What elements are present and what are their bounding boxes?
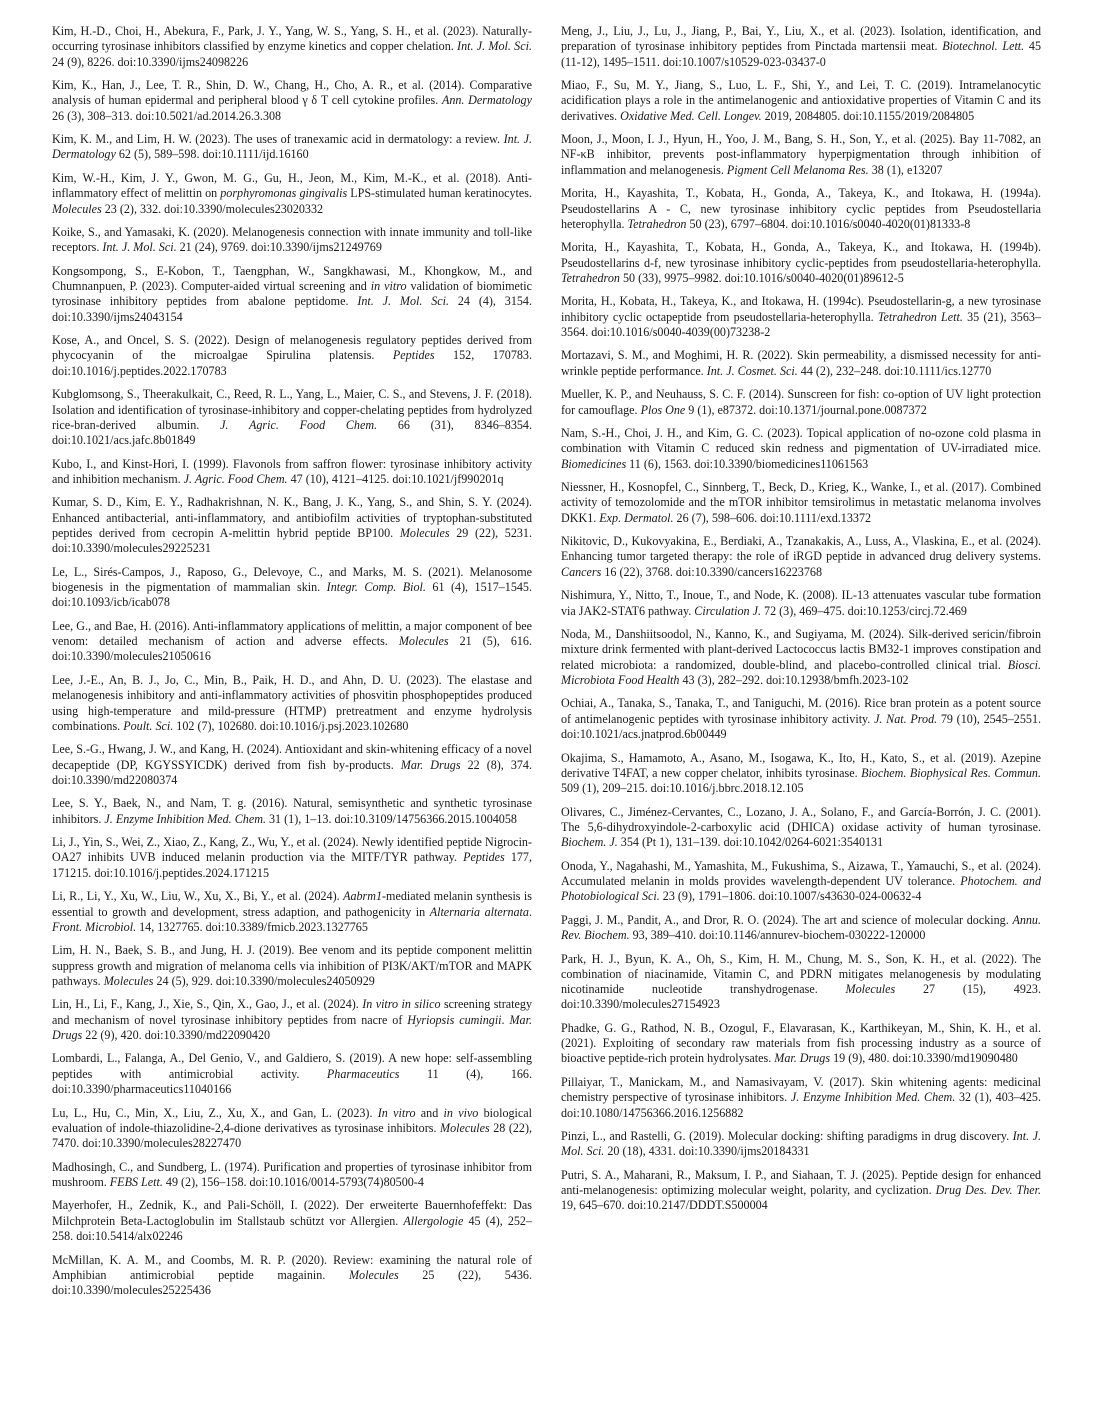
reference-citation: 66 (31), 8346–8354. doi:10.1021/acs.jafc.8b01849 xyxy=(52,417,533,448)
reference-text: Koike, S., and Yamasaki, K. (2020). Melanogenesis connection with innate immunity and toll-like receptors. xyxy=(52,225,532,255)
reference-entry xyxy=(52,495,532,556)
reference-citation: 16 (22), 3768. doi:10.3390/cancers16223768 xyxy=(601,564,822,579)
reference-text: Phadke, G. G., Rathod, N. B., Ozogul, F., Elavarasan, K., Karthikeyan, M., Shin, K. H., et al. (2021). Exploiting of secondary raw materials from fish processing industry as a source of bioactive peptide-rich protein hydrolysates. xyxy=(561,1020,1041,1066)
reference-citation: 20 (18), 4331. doi:10.3390/ijms20184331 xyxy=(604,1144,810,1159)
reference-text: Kongsompong, S., E-Kobon, T., Taengphan, W., Sangkhawasi, M., Khongkow, M., and Chumnanpuen, P. (2023). Computer-aided virtual screening and xyxy=(52,263,532,294)
reference-entry xyxy=(52,1160,532,1191)
reference-journal: Photochem. and Photobiological Sci. xyxy=(561,873,1041,904)
reference-text: LPS-stimulated human keratinocytes. xyxy=(347,186,533,201)
reference-citation: 102 (7), 102680. doi:10.1016/j.psj.2023.102680 xyxy=(173,718,409,733)
reference-entry xyxy=(52,997,532,1043)
reference-citation: 19 (9), 480. doi:10.3390/md19090480 xyxy=(830,1051,1018,1066)
reference-citation: 152, 170783. doi:10.1016/j.peptides.2022.170783 xyxy=(52,348,532,378)
reference-citation: 50 (33), 9975–9982. doi:10.1016/s0040-4020(01)89612-5 xyxy=(619,270,904,285)
reference-journal: Int. J. Mol. Sci. xyxy=(457,39,532,54)
reference-journal: Drug Des. Dev. Ther. xyxy=(935,1183,1042,1198)
reference-entry xyxy=(52,264,532,325)
reference-text: . xyxy=(501,1012,510,1027)
reference-entry xyxy=(52,889,532,935)
reference-page xyxy=(0,24,1100,1409)
reference-text: Kim, W.-H., Kim, J. Y., Gwon, M. G., Gu, H., Jeon, M., Kim, M.-K., et al. (2018). Anti-inflammatory effect of melittin on xyxy=(52,170,532,201)
reference-journal: J. Enzyme Inhibition Med. Chem. xyxy=(104,811,266,826)
reference-text: Lu, L., Hu, C., Min, X., Liu, Z., Xu, X., and Gan, L. (2023). xyxy=(52,1105,378,1120)
reference-citation: 27 (15), 4923. doi:10.3390/molecules27154923 xyxy=(561,982,1042,1012)
reference-journal: Molecules xyxy=(440,1120,490,1135)
reference-entry xyxy=(561,387,1041,418)
reference-journal: Biosci. Microbiota Food Health xyxy=(561,657,1041,687)
reference-text: Li, R., Li, Y., Xu, W., Liu, W., Xu, X., Bi, Y., et al. (2024). xyxy=(52,889,344,904)
reference-citation: 61 (4), 1517–1545. doi:10.1093/icb/icab078 xyxy=(52,580,532,610)
reference-journal: Tetrahedron xyxy=(561,270,620,285)
reference-citation: 14, 1327765. doi:10.3389/fmicb.2023.1327765 xyxy=(136,919,368,934)
reference-journal: Plos One xyxy=(640,402,686,417)
reference-citation: 23 (9), 1791–1806. doi:10.1007/s43630-024-00632-4 xyxy=(659,889,922,904)
reference-italic-term: in vivo xyxy=(443,1105,479,1120)
reference-journal: Mar. Drugs xyxy=(400,757,461,772)
reference-entry xyxy=(561,480,1041,526)
reference-journal: Int. J. Cosmet. Sci. xyxy=(706,363,798,378)
reference-entry xyxy=(52,742,532,788)
reference-journal: Allergologie xyxy=(403,1213,464,1228)
reference-journal: Molecules xyxy=(52,201,102,216)
reference-column-left xyxy=(52,24,532,1307)
reference-entry xyxy=(561,1168,1041,1214)
reference-text: -mediated melanin synthesis is essential to growth and development, stress adaption, and pathogenicity in xyxy=(52,889,532,919)
reference-text: Kumar, S. D., Kim, E. Y., Radhakrishnan, N. K., Bang, J. K., Yang, S., and Shin, S. Y. (2024). Enhanced antibacterial, anti-inflammatory, and antibiofilm activities of tryptophan-substituted peptides derived from cecropin A-melittin hybrid peptide BP100. xyxy=(52,495,532,540)
reference-text: Le, L., Sirés-Campos, J., Raposo, G., Delevoye, C., and Marks, M. S. (2021). Melanosome biogenesis in the pigmentation of mammalian skin. xyxy=(52,564,532,595)
reference-text: Miao, F., Su, M. Y., Jiang, S., Luo, L. F., Shi, Y., and Lei, T. C. (2019). Intramelanocytic acidification plays a role in the antimelanogenic and antioxidative properties of Vitamin C and its derivatives. xyxy=(561,78,1041,123)
reference-entry xyxy=(561,696,1041,742)
reference-entry xyxy=(52,132,532,163)
reference-citation: 24 (4), 3154. doi:10.3390/ijms24043154 xyxy=(52,294,533,324)
reference-citation: 21 (5), 616. doi:10.3390/molecules21050616 xyxy=(52,634,532,664)
reference-entry xyxy=(52,1253,532,1299)
reference-journal: J. Nat. Prod. xyxy=(874,711,938,726)
reference-entry xyxy=(52,24,532,70)
reference-journal: Biotechnol. Lett. xyxy=(942,39,1025,54)
reference-entry xyxy=(52,619,532,665)
reference-journal: Molecules xyxy=(398,634,449,649)
reference-entry xyxy=(52,171,532,217)
reference-text: Paggi, J. M., Pandit, A., and Dror, R. O. (2024). The art and science of molecular docking. xyxy=(561,912,1013,927)
reference-entry xyxy=(561,805,1041,851)
reference-entry xyxy=(561,186,1041,232)
reference-text: Lin, H., Li, F., Kang, J., Xie, S., Qin, X., Gao, J., et al. (2024). xyxy=(52,997,363,1012)
reference-citation: 24 (5), 929. doi:10.3390/molecules24050929 xyxy=(153,973,375,988)
reference-citation: 49 (2), 156–158. doi:10.1016/0014-5793(74)80500-4 xyxy=(162,1174,424,1189)
reference-citation: 24 (9), 8226. doi:10.3390/ijms24098226 xyxy=(52,54,249,69)
reference-text: Morita, H., Kayashita, T., Kobata, H., Gonda, A., Takeya, K., and Itokawa, H. (1994a). Pseudostellarins A - C, new tyrosinase inhibitory cyclic peptides from Pseudostellaria heterophylla. xyxy=(561,186,1041,231)
reference-text: biological evaluation of indole-thiazolidine-2,4-dione derivatives as tyrosinase inhibitors. xyxy=(52,1105,532,1135)
reference-citation: 62 (5), 589–598. doi:10.1111/ijd.16160 xyxy=(115,147,309,162)
reference-citation: 19, 645–670. doi:10.2147/DDDT.S500004 xyxy=(561,1198,768,1213)
reference-text: Pillaiyar, T., Manickam, M., and Namasivayam, V. (2017). Skin whitening agents: medicinal chemistry perspective of tyrosinase inhibitors. xyxy=(561,1074,1041,1105)
reference-entry xyxy=(561,1075,1041,1121)
reference-journal: Annu. Rev. Biochem. xyxy=(561,912,1041,943)
reference-text: Onoda, Y., Nagahashi, M., Yamashita, M., Fukushima, S., Aizawa, T., Yamauchi, S., et al. (2024). Accumulated melanin in molds provides wavelength-dependent UV tolerance. xyxy=(561,858,1041,888)
reference-entry xyxy=(561,859,1041,905)
reference-journal: Pigment Cell Melanoma Res. xyxy=(726,162,869,177)
reference-citation: 45 (11-12), 1495–1511. doi:10.1007/s10529-023-03437-0 xyxy=(561,39,1042,69)
reference-journal: Integr. Comp. Biol. xyxy=(326,580,426,595)
reference-citation: 43 (3), 282–292. doi:10.12938/bmfh.2023-102 xyxy=(679,672,909,687)
reference-journal: J. Enzyme Inhibition Med. Chem. xyxy=(790,1090,956,1105)
reference-text: validation of biomimetic tyrosinase inhibitory peptides from abalone peptidome. xyxy=(52,279,532,309)
reference-citation: 26 (3), 308–313. doi:10.5021/ad.2014.26.3.308 xyxy=(52,108,282,123)
reference-text: Morita, H., Kayashita, T., Kobata, H., Gonda, A., Takeya, K., and Itokawa, H. (1994b). Pseudostellarins d-f, new tyrosinase inhibitory cyclic-peptides from pseudostellaria-heterophylla. xyxy=(561,240,1041,270)
reference-text: Nam, S.-H., Choi, J. H., and Kim, G. C. (2023). Topical application of no-ozone cold plasma in combination with Vitamin C reduced skin redness and pigmentation of UV-irradiated mice. xyxy=(561,426,1041,456)
reference-text: screening strategy and mechanism of novel tyrosinase inhibitory peptides from nacre of xyxy=(52,997,532,1027)
reference-citation: 354 (Pt 1), 131–139. doi:10.1042/0264-6021:3540131 xyxy=(617,835,884,850)
reference-text: Lombardi, L., Falanga, A., Del Genio, V., and Galdiero, S. (2019). A new hope: self-assembling peptides with antimicrobial activity. xyxy=(52,1051,532,1081)
reference-entry xyxy=(52,796,532,827)
reference-text: Lee, J.-E., An, B. J., Jo, C., Min, B., Paik, H. D., and Ahn, D. U. (2023). The elastase and melanogenesis inhibitory and anti-inflammatory activities of phosvitin phosphopeptides produced using high-temperature and mild-pressure (HTMP) pretreatment and enzyme hydrolysis combinations. xyxy=(52,672,532,733)
reference-text: Li, J., Yin, S., Wei, Z., Xiao, Z., Kang, Z., Wu, Y., et al. (2024). Newly identified peptide Nigrocin-OA27 inhibits UVB induced melanin production via the MITF/TYR pathway. xyxy=(52,835,532,865)
reference-journal: Front. Microbiol. xyxy=(52,919,137,934)
reference-citation: 177, 171215. doi:10.1016/j.peptides.2024.171215 xyxy=(52,850,533,880)
reference-text: Noda, M., Danshiitsoodol, N., Kanno, K., and Sugiyama, M. (2024). Silk-derived sericin/fibroin mixture drink fermented with plant-derived Lactococcus lactis BM32-1 improves constipation and related microbiota: a randomized, double-blind, and placebo-controlled clinical trial. xyxy=(561,627,1041,672)
reference-journal: Peptides xyxy=(392,348,435,363)
reference-entry xyxy=(561,588,1041,619)
reference-entry xyxy=(561,78,1041,124)
reference-text: Nishimura, Y., Nitto, T., Inoue, T., and Node, K. (2008). IL-13 attenuates vascular tube formation via JAK2-STAT6 pathway. xyxy=(561,588,1041,618)
reference-journal: Oxidative Med. Cell. Longev. xyxy=(620,108,762,123)
reference-text: Madhosingh, C., and Sundberg, L. (1974). Purification and properties of tyrosinase inhibitor from mushroom. xyxy=(52,1159,532,1189)
reference-journal: Molecules xyxy=(399,526,450,540)
reference-text: Moon, J., Moon, I. J., Hyun, H., Yoo, J. M., Bang, S. H., Son, Y., et al. (2025). Bay 11-7082, an NF-κB inhibitor, prevents post-inflammatory hyperpigmentation through inhibition of inflammation and melanogenesis. xyxy=(561,132,1041,177)
reference-italic-term: Hyriopsis cumingii xyxy=(407,1012,502,1027)
reference-journal: Exp. Dermatol. xyxy=(599,510,674,525)
reference-italic-term: In vitro in silico xyxy=(362,997,441,1012)
reference-text: McMillan, K. A. M., and Coombs, M. R. P. (2020). Review: examining the natural role of Amphibian antimicrobial peptide magainin. xyxy=(52,1252,532,1282)
reference-entry xyxy=(561,1129,1041,1160)
reference-entry xyxy=(561,534,1041,580)
reference-entry xyxy=(52,225,532,256)
reference-entry xyxy=(52,457,532,488)
reference-entry xyxy=(52,78,532,124)
reference-entry xyxy=(52,565,532,611)
reference-text: Okajima, S., Hamamoto, A., Asano, M., Isogawa, K., Ito, H., Kato, S., et al. (2019). Azepine derivative T4FAT, a new copper chelator, inhibits tyrosinase. xyxy=(561,750,1041,780)
reference-journal: Biochem. Biophysical Res. Commun. xyxy=(861,765,1041,780)
reference-citation: 50 (23), 6797–6804. doi:10.1016/s0040-4020(01)81333-8 xyxy=(686,216,971,231)
reference-entry xyxy=(561,24,1041,70)
reference-entry xyxy=(52,387,532,448)
reference-entry xyxy=(561,627,1041,688)
reference-entry xyxy=(561,426,1041,472)
reference-citation: 31 (1), 1–13. doi:10.3109/14756366.2015.1004058 xyxy=(265,811,517,826)
reference-entry xyxy=(561,952,1041,1013)
reference-citation: 72 (3), 469–475. doi:10.1253/circj.72.469 xyxy=(761,603,967,618)
reference-journal: J. Agric. Food Chem. xyxy=(220,417,378,432)
reference-entry xyxy=(561,1021,1041,1067)
reference-entry xyxy=(52,1198,532,1244)
reference-citation: 29 (22), 5231. doi:10.3390/molecules29225231 xyxy=(52,526,532,556)
reference-journal: Poult. Sci. xyxy=(123,718,174,733)
reference-text: Lee, S. Y., Baek, N., and Nam, T. g. (2016). Natural, semisynthetic and synthetic tyrosinase inhibitors. xyxy=(52,796,532,826)
reference-text: Kim, K., Han, J., Lee, T. R., Shin, D. W., Chang, H., Cho, A. R., et al. (2014). Comparative analysis of human epidermal and peripheral blood γ δ T cell cytokine profiles. xyxy=(52,78,532,108)
reference-entry xyxy=(561,240,1041,286)
reference-text: Kose, A., and Oncel, S. S. (2022). Design of melanogenesis regulatory peptides derived from phycocyanin of the microalgae Spirulina platensis. xyxy=(52,333,532,363)
reference-text: Lim, H. N., Baek, S. B., and Jung, H. J. (2019). Bee venom and its peptide component melittin suppress growth and migration of melanoma cells via inhibition of PI3K/AKT/mTOR and MAPK pathways. xyxy=(52,943,532,988)
reference-journal: Pharmaceutics xyxy=(326,1066,400,1081)
reference-citation: 44 (2), 232–248. doi:10.1111/ics.12770 xyxy=(797,363,992,378)
reference-citation: 79 (10), 2545–2551. doi:10.1021/acs.jnatprod.6b00449 xyxy=(561,711,1042,742)
reference-journal: Int. J. Dermatology xyxy=(52,132,533,162)
reference-entry xyxy=(561,348,1041,379)
reference-entry xyxy=(52,333,532,379)
reference-text: Mortazavi, S. M., and Moghimi, H. R. (2022). Skin permeability, a dismissed necessity for anti-wrinkle peptide performance. xyxy=(561,348,1041,378)
reference-text: Putri, S. A., Maharani, R., Maksum, I. P., and Siahaan, T. J. (2025). Peptide design for enhanced anti-melanogenesis: optimizing molecular weight, polarity, and cyclization. xyxy=(561,1167,1041,1198)
reference-entry xyxy=(52,673,532,734)
reference-journal: Mar. Drugs xyxy=(774,1051,831,1066)
reference-journal: FEBS Lett. xyxy=(109,1174,163,1189)
reference-journal: Circulation J. xyxy=(694,603,762,618)
reference-journal: J. Agric. Food Chem. xyxy=(183,471,288,486)
reference-citation: 28 (22), 7470. doi:10.3390/molecules28227470 xyxy=(52,1120,532,1151)
reference-citation: 47 (10), 4121–4125. doi:10.1021/jf990201q xyxy=(287,471,504,486)
reference-citation: 9 (1), e87372. doi:10.1371/journal.pone.0087372 xyxy=(685,402,927,417)
reference-entry xyxy=(52,1051,532,1097)
reference-citation: 45 (4), 252–258. doi:10.5414/alx02246 xyxy=(52,1213,533,1244)
reference-column-right xyxy=(561,24,1041,1222)
reference-entry xyxy=(52,835,532,881)
reference-text: Kim, H.-D., Choi, H., Abekura, F., Park, J. Y., Yang, W. S., Yang, S. H., et al. (2023). Naturally-occurring tyrosinase inhibitors classified by enzyme kinetics and copper chelation. xyxy=(52,24,532,54)
reference-citation: 23 (2), 332. doi:10.3390/molecules23020332 xyxy=(101,201,324,216)
reference-italic-term: in vitro xyxy=(370,279,407,294)
reference-citation: 21 (24), 9769. doi:10.3390/ijms21249769 xyxy=(176,240,382,255)
reference-citation: 32 (1), 403–425. doi:10.1080/14756366.2016.1256882 xyxy=(561,1090,1041,1120)
reference-entry xyxy=(561,294,1041,340)
reference-entry xyxy=(52,1106,532,1152)
reference-text: Kubglomsong, S., Theerakulkait, C., Reed, R. L., Yang, L., Maier, C. S., and Stevens, J. F. (2018). Isolation and identification of tyrosinase-inhibitory and copper-chelating peptides from hydrolyzed rice-bran-derived albumin. xyxy=(52,387,532,432)
reference-citation: 11 (6), 1563. doi:10.3390/biomedicines11061563 xyxy=(626,456,869,471)
reference-text: Kim, K. M., and Lim, H. W. (2023). The uses of tranexamic acid in dermatology: a review. xyxy=(52,132,504,147)
reference-journal: Biochem. J. xyxy=(561,835,618,850)
reference-journal: Cancers xyxy=(561,564,602,579)
reference-text: Mayerhofer, H., Zednik, K., and Pali-Schöll, I. (2022). Der erweiterte Bauernhofeffekt: Das Milchprotein Beta-Lactoglobulin im Stallstaub schützt vor Allergien. xyxy=(52,1198,532,1228)
reference-text: Ochiai, A., Tanaka, S., Tanaka, T., and Taniguchi, M. (2016). Rice bran protein as a potent source of antimelanogenic peptides with tyrosinase inhibitory activity. xyxy=(561,696,1041,726)
reference-text: Morita, H., Kobata, H., Takeya, K., and Itokawa, H. (1994c). Pseudostellarin-g, a new tyrosinase inhibitory cyclic octapeptide from pseudostellaria-heterophylla. xyxy=(561,294,1041,324)
reference-journal: Tetrahedron xyxy=(627,216,687,231)
reference-text: Olivares, C., Jiménez-Cervantes, C., Lozano, J. A., Solano, F., and García-Borrón, J. C. (2001). The 5,6-dihydroxyindole-2-carboxylic acid (DHICA) oxidase activity of human tyrosinase. xyxy=(561,804,1041,834)
reference-text: Lee, S.-G., Hwang, J. W., and Kang, H. (2024). Antioxidant and skin-whitening efficacy of a novel decapeptide (DP, KGYSSYICDK) derived from fish by-products. xyxy=(52,742,532,772)
reference-citation: 93, 389–410. doi:10.1146/annurev-biochem-030222-120000 xyxy=(629,928,926,943)
reference-text: and xyxy=(415,1105,444,1120)
reference-journal: Int. J. Mol. Sci. xyxy=(561,1129,1042,1159)
reference-text: Lee, G., and Bae, H. (2016). Anti-inflammatory applications of melittin, a major component of bee venom: detailed mechanism of action and adverse effects. xyxy=(52,618,532,649)
reference-entry xyxy=(561,913,1041,944)
reference-citation: 35 (21), 3563–3564. doi:10.1016/s0040-4039(00)73238-2 xyxy=(561,309,1041,339)
reference-text: Kubo, I., and Kinst-Hori, I. (1999). Flavonols from saffron flower: tyrosinase inhibitory activity and inhibition mechanism. xyxy=(52,456,532,486)
reference-journal: Mar. Drugs xyxy=(52,1012,532,1042)
reference-journal: Biomedicines xyxy=(561,456,627,471)
reference-text: Park, H. J., Byun, K. A., Oh, S., Kim, H. M., Chung, M. S., Son, K. H., et al. (2022). The combination of niacinamide, Vitamin C, and PDRN mitigates melanogenesis by modulating nicotinamide nucleotide transhydrogenase. xyxy=(561,951,1041,997)
reference-journal: Molecules xyxy=(845,982,896,997)
reference-text: Pinzi, L., and Rastelli, G. (2019). Molecular docking: shifting paradigms in drug discovery. xyxy=(561,1129,1013,1144)
reference-entry xyxy=(561,751,1041,797)
reference-text: Niessner, H., Kosnopfel, C., Sinnberg, T., Beck, D., Krieg, K., Wanke, I., et al. (2017). Combined activity of temozolomide and the mTOR inhibitor temsirolimus in metastatic melanoma involves DKK1. xyxy=(561,480,1041,525)
reference-text: Meng, J., Liu, J., Lu, J., Jiang, P., Bai, Y., Liu, X., et al. (2023). Isolation, identification, and preparation of tyrosinase inhibitory peptides from Pinctada martensii meat. xyxy=(561,24,1041,54)
reference-journal: Ann. Dermatology xyxy=(441,93,532,108)
reference-journal: Int. J. Mol. Sci. xyxy=(357,294,450,309)
reference-text: Mueller, K. P., and Neuhauss, S. C. F. (2014). Sunscreen for fish: co-option of UV light protection for camouflage. xyxy=(561,387,1041,417)
reference-citation: 2019, 2084805. doi:10.1155/2019/2084805 xyxy=(761,108,975,123)
reference-italic-term: Alternaria alternata xyxy=(429,904,529,919)
reference-journal: Molecules xyxy=(103,973,154,988)
reference-journal: Molecules xyxy=(348,1267,399,1282)
reference-citation: 25 (22), 5436. doi:10.3390/molecules25225436 xyxy=(52,1267,532,1298)
reference-journal: Peptides xyxy=(463,850,505,865)
reference-italic-term: In vitro xyxy=(377,1105,416,1120)
reference-italic-term: porphyromonas gingivalis xyxy=(220,186,348,201)
reference-citation: 22 (8), 374. doi:10.3390/md22080374 xyxy=(52,757,532,787)
reference-text: . xyxy=(528,904,532,919)
reference-journal: Tetrahedron Lett. xyxy=(877,309,963,324)
reference-text: Nikitovic, D., Kukovyakina, E., Berdiaki, A., Tzanakakis, A., Luss, A., Vlaskina, E., et al. (2024). Enhancing tumor targeted therapy: the role of iRGD peptide in advanced drug delivery systems. xyxy=(561,534,1041,564)
reference-citation: 11 (4), 166. doi:10.3390/pharmaceutics11040166 xyxy=(52,1066,532,1097)
reference-citation: 22 (9), 420. doi:10.3390/md22090420 xyxy=(82,1028,271,1042)
reference-citation: 509 (1), 209–215. doi:10.1016/j.bbrc.2018.12.105 xyxy=(561,781,804,796)
reference-citation: 38 (1), e13207 xyxy=(868,162,943,177)
reference-journal: Int. J. Mol. Sci. xyxy=(102,240,177,255)
reference-entry xyxy=(561,132,1041,178)
reference-italic-term: Aabrm1 xyxy=(343,889,383,904)
reference-citation: 26 (7), 598–606. doi:10.1111/exd.13372 xyxy=(673,510,872,525)
reference-entry xyxy=(52,943,532,989)
